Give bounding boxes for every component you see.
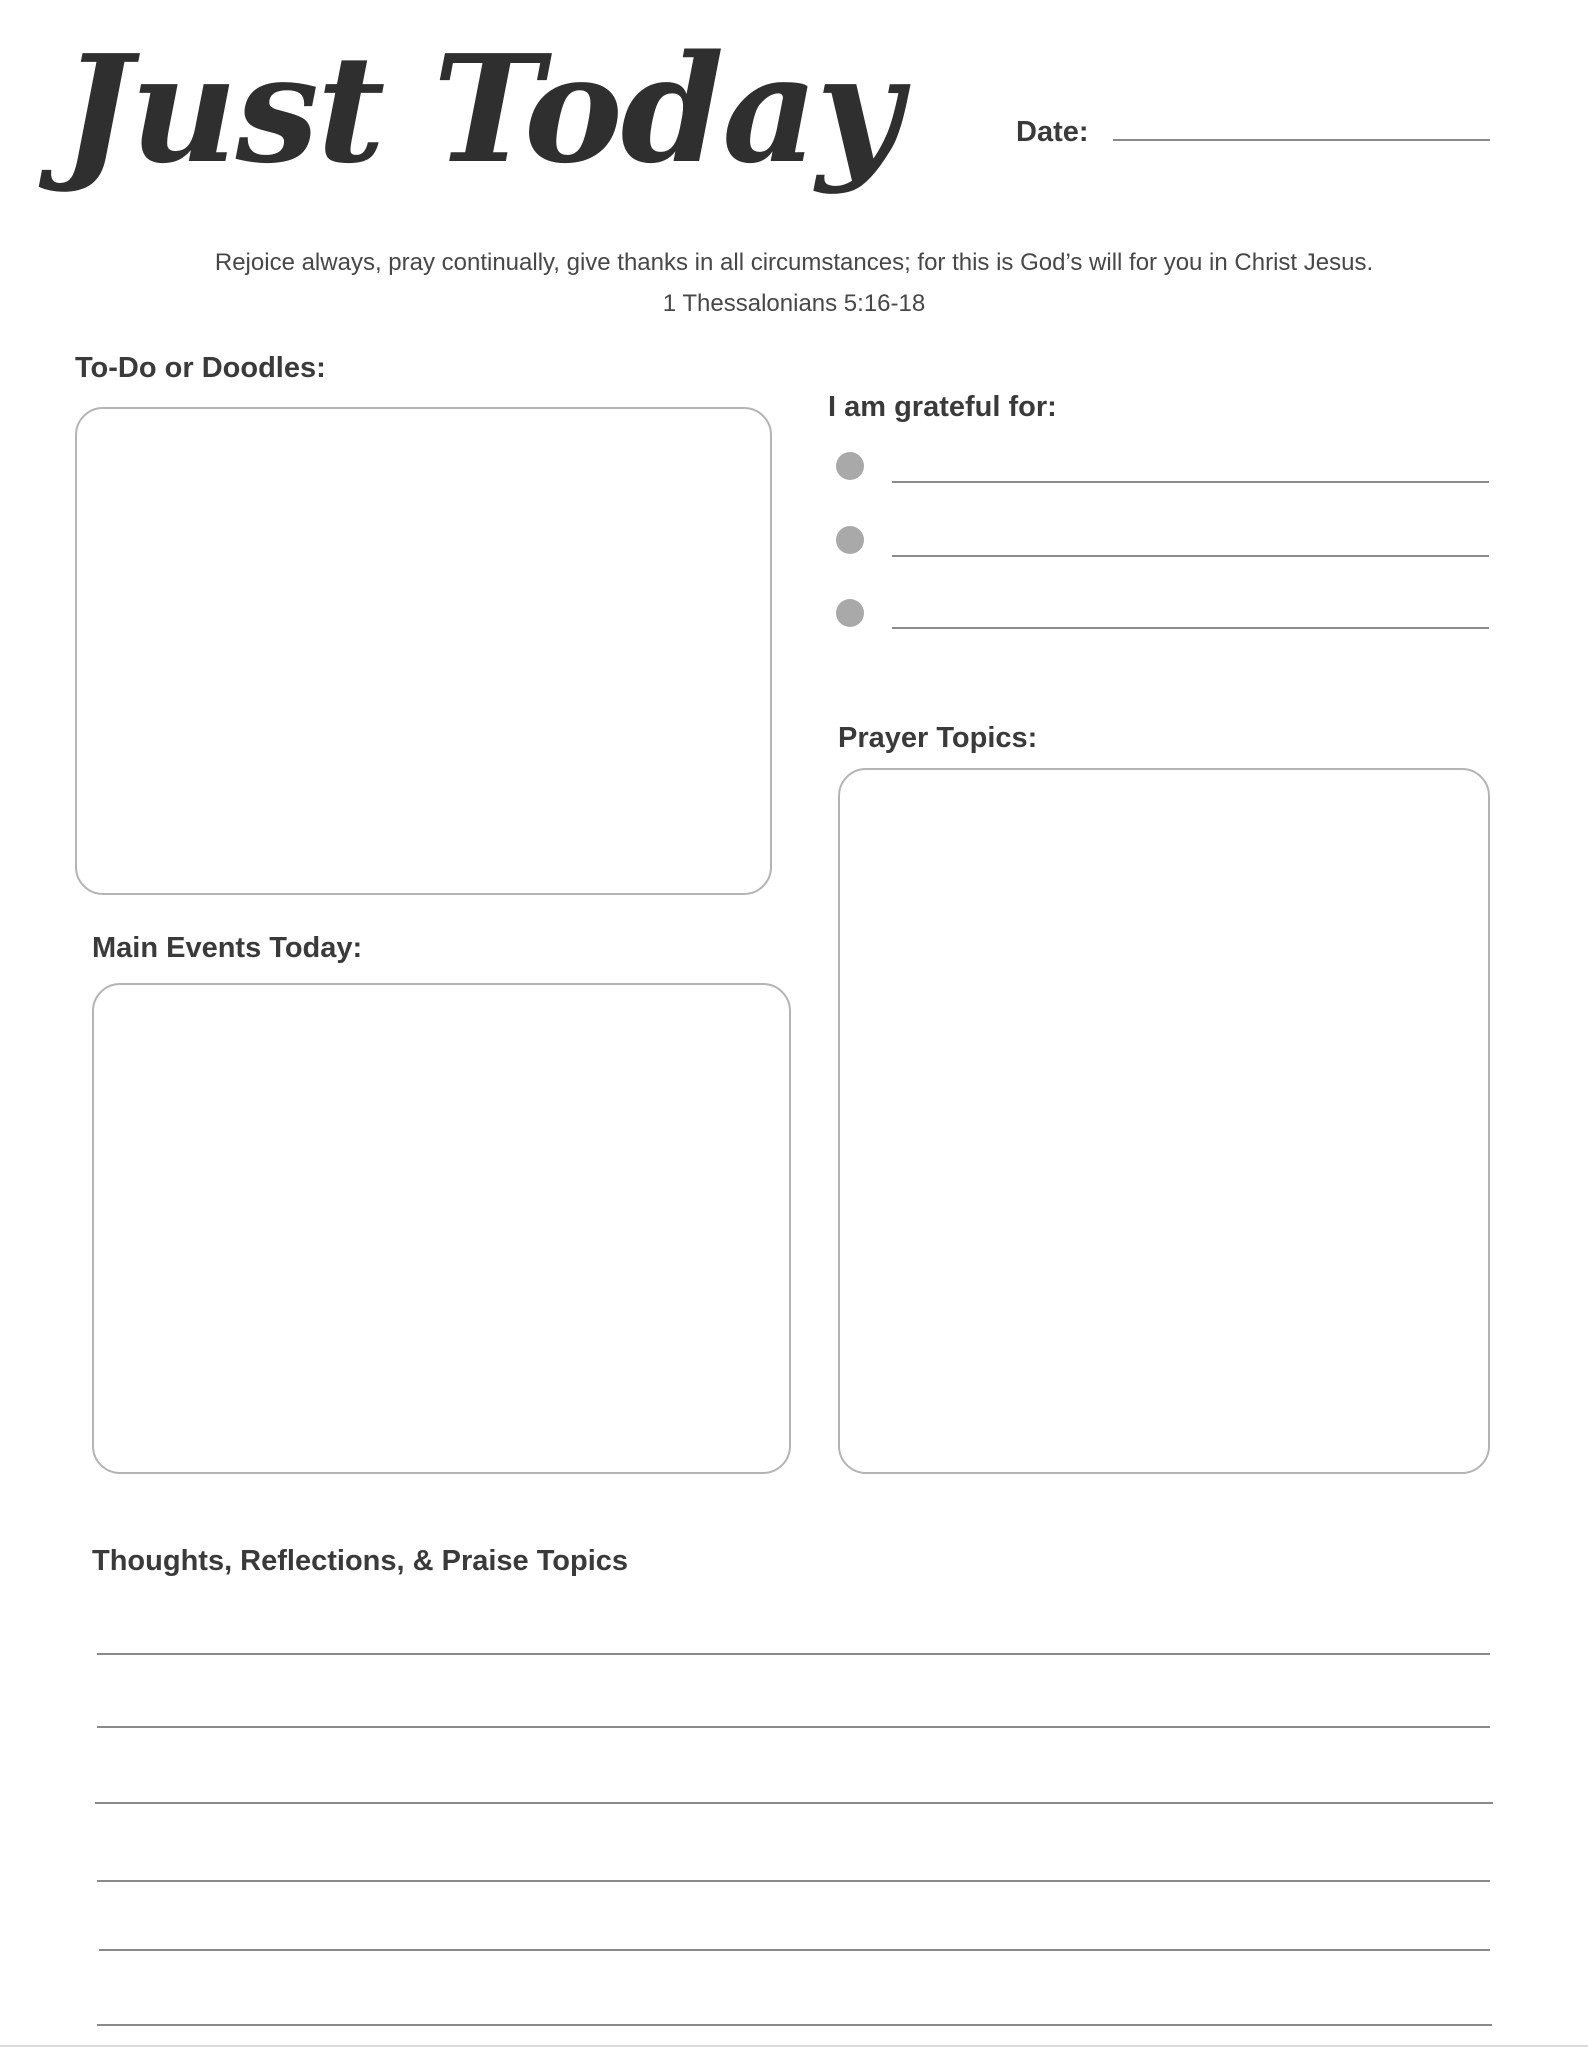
thoughts-line-6[interactable] bbox=[97, 2024, 1492, 2026]
prayer-heading: Prayer Topics: bbox=[838, 722, 1038, 754]
grateful-bullet-2 bbox=[836, 526, 864, 554]
grateful-bullet-3 bbox=[836, 599, 864, 627]
date-label: Date: bbox=[1016, 116, 1089, 148]
thoughts-line-2[interactable] bbox=[97, 1726, 1490, 1728]
thoughts-line-1[interactable] bbox=[97, 1653, 1490, 1655]
grateful-line-3[interactable] bbox=[892, 627, 1489, 629]
verse-reference: 1 Thessalonians 5:16-18 bbox=[662, 290, 926, 317]
thoughts-line-4[interactable] bbox=[97, 1880, 1490, 1882]
thoughts-line-5[interactable] bbox=[99, 1949, 1490, 1951]
page-title: Just Today bbox=[62, 22, 901, 196]
todo-box[interactable] bbox=[75, 407, 772, 895]
events-box[interactable] bbox=[92, 983, 791, 1474]
page-bottom-divider bbox=[0, 2045, 1588, 2047]
grateful-line-2[interactable] bbox=[892, 555, 1489, 557]
prayer-box[interactable] bbox=[838, 768, 1490, 1474]
thoughts-line-3[interactable] bbox=[95, 1802, 1493, 1804]
events-heading: Main Events Today: bbox=[92, 932, 363, 964]
thoughts-heading: Thoughts, Reflections, & Praise Topics bbox=[92, 1545, 629, 1577]
date-field-line[interactable] bbox=[1113, 139, 1490, 141]
verse-text: Rejoice always, pray continually, give thanks in all circumstances; for this is God’s will for you in Christ Jesus. bbox=[214, 249, 1374, 276]
todo-heading: To-Do or Doodles: bbox=[75, 352, 326, 384]
grateful-heading: I am grateful for: bbox=[828, 391, 1057, 423]
grateful-line-1[interactable] bbox=[892, 481, 1489, 483]
grateful-bullet-1 bbox=[836, 452, 864, 480]
